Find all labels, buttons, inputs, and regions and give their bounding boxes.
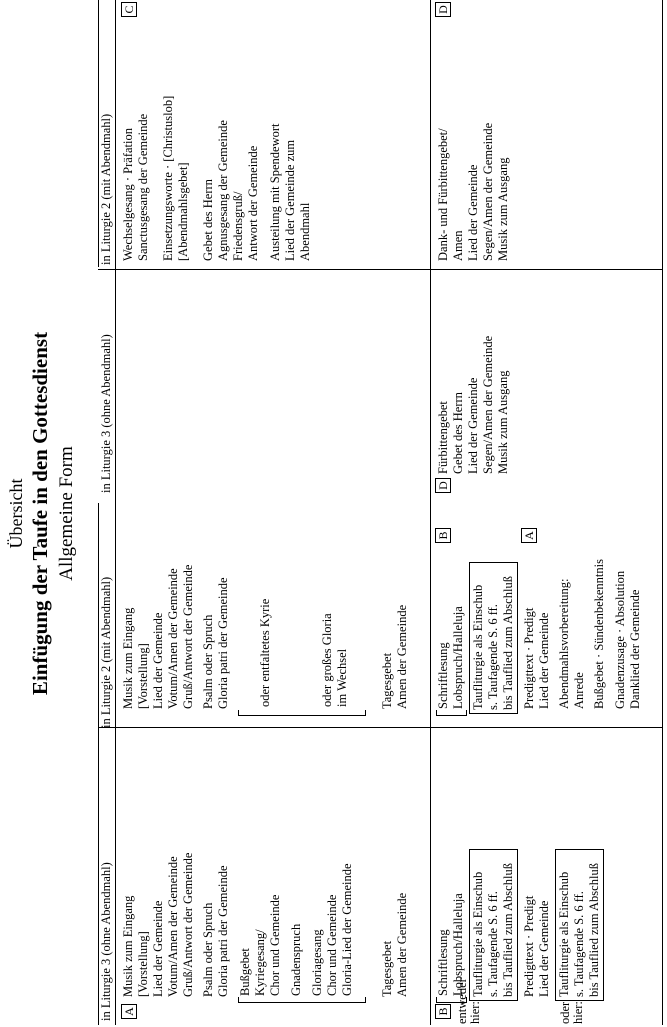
bottom-rule — [662, 0, 663, 1025]
col1a-item: Gloria patri der Gemeinde — [216, 865, 230, 997]
col1a-item: Gloria-Lied der Gemeinde — [340, 863, 354, 996]
col2b-item: s. Taufagende S. 6 ff. — [486, 604, 500, 710]
col2a-item: [Vorstellung] — [136, 643, 150, 709]
col2a-item: Amen der Gemeinde — [395, 604, 409, 709]
column-rule-2 — [98, 269, 662, 270]
col2b-item: Lobspruch/Halleluja — [451, 606, 465, 709]
col1a-item: Votum/Amen der Gemeinde — [166, 856, 180, 997]
reading-bracket — [436, 710, 467, 716]
col4c-item: Agnusgesang der Gemeinde — [216, 120, 230, 261]
col2b-item: Lied der Gemeinde — [537, 612, 551, 709]
col1a-item: Lied der Gemeinde — [151, 900, 165, 997]
col4c-item: Einsetzungsworte · [Christuslob] — [161, 95, 175, 261]
col1a-item: Chor und Gemeinde — [325, 894, 339, 996]
col3d-item: Gebet des Herrn — [451, 392, 465, 474]
reading-bracket — [436, 997, 467, 1003]
col1a-item: Bußgebet — [238, 948, 252, 996]
col1a-item: Musik zum Eingang — [121, 895, 135, 997]
col2a-item: Votum/Amen der Gemeinde — [166, 568, 180, 709]
side-entweder: entweder — [455, 978, 469, 1024]
col1b-item: bis Tauflied zum Abschluß — [501, 863, 515, 997]
col3d-item: Segen/Amen der Gemeinde — [481, 335, 495, 474]
col4c-item: Friedensgruß/ — [231, 191, 245, 261]
section-label-b: B — [435, 1004, 451, 1019]
header-underline — [115, 0, 116, 1025]
header-liturgie2-right: in Liturgie 2 (mit Abendmahl) — [99, 113, 113, 265]
header-liturgie3-right: in Liturgie 3 (ohne Abendmahl) — [99, 334, 113, 493]
col1a-item: Psalm oder Spruch — [201, 902, 215, 997]
side-oder: oder — [558, 1001, 572, 1024]
col2a-item: im Wechsel — [335, 648, 349, 707]
section-label-b-col2: B — [435, 528, 451, 543]
col2a-item: Gloria patri der Gemeinde — [216, 577, 230, 709]
alternatives-bracket — [238, 710, 366, 716]
col3d-item: Fürbittengebet — [436, 401, 450, 474]
col1a-item: Kyriegesang/ — [253, 929, 267, 996]
col4c-item: Wechselgesang · Präfation — [121, 128, 135, 261]
col4d-item: Musik zum Ausgang — [496, 157, 510, 261]
col1a-item: [Vorstellung] — [136, 931, 150, 997]
col2a-item: oder großes Gloria — [320, 613, 334, 707]
col4c-item: [Abendmahlsgebet] — [176, 162, 190, 261]
col2b-item: Abendmahlsvorbereitung: — [557, 578, 571, 709]
column-rule-1 — [98, 727, 662, 728]
title-main: Einfügung der Taufe in den Gottesdienst — [28, 331, 52, 696]
col2b-item: Taufliturgie als Einschub — [471, 584, 485, 710]
col1b-item: Lobspruch/Halleluja — [451, 893, 465, 996]
col4d-item: Dank- und Fürbittengebet/ — [436, 128, 450, 261]
alternatives-bracket — [238, 997, 366, 1003]
col2b-item: Bußgebet · Sündenbekenntnis — [592, 559, 606, 709]
col4c-item: Abendmahl — [298, 202, 312, 261]
col2a-item: Gruß/Antwort der Gemeinde — [181, 564, 195, 709]
col1a-item: Gruß/Antwort der Gemeinde — [181, 852, 195, 997]
col4d-item: Segen/Amen der Gemeinde — [481, 122, 495, 261]
col4c-item: Gebet des Herrn — [201, 179, 215, 261]
col4c-item: Austeilung mit Spendewort — [268, 123, 282, 261]
section-label-a-col2: A — [521, 528, 537, 543]
col2a-item: Musik zum Eingang — [121, 607, 135, 709]
col2a-item: Psalm oder Spruch — [201, 614, 215, 709]
col1b-item: s. Taufagende S. 6 ff. — [572, 891, 586, 997]
title-form: Allgemeine Form — [56, 446, 77, 581]
col4d-item: Amen — [451, 230, 465, 261]
side-hier-1: hier: — [468, 1001, 482, 1024]
header-liturgie2-left: in Liturgie 2 (mit Abendmahl) — [99, 576, 113, 728]
col1b-item: s. Taufagende S. 6 ff. — [486, 891, 500, 997]
side-hier-2: hier: — [571, 1001, 585, 1024]
col1b-item: Taufliturgie als Einschub — [471, 871, 485, 997]
col4c-item: Sanctusgesang der Gemeinde — [136, 113, 150, 261]
section-label-d-col3: D — [435, 478, 451, 493]
col1b-item: Predigttext · Predigt — [522, 895, 536, 997]
col1a-item: Gnadenspruch — [289, 923, 303, 996]
col2b-item: Schriftlesung — [436, 642, 450, 709]
col2b-item: bis Tauflied zum Abschluß — [501, 576, 515, 710]
section-label-a: A — [121, 1004, 137, 1019]
section-label-c: C — [121, 2, 137, 17]
col1a-item: Chor und Gemeinde — [268, 894, 282, 996]
header-liturgie3-left: in Liturgie 3 (ohne Abendmahl) — [99, 862, 113, 1021]
col2b-item: Danklied der Gemeinde — [628, 589, 642, 709]
col4c-item: Antwort der Gemeinde — [246, 145, 260, 261]
col2a-item: oder entfaltetes Kyrie — [258, 598, 272, 707]
col1b-item: Lied der Gemeinde — [537, 900, 551, 997]
col1b-item: Taufliturgie als Einschub — [557, 871, 571, 997]
col2b-item: Predigttext · Predigt — [522, 607, 536, 709]
col1a-item: Gloriagesang — [310, 929, 324, 996]
col1a-item: Tagesgebet — [380, 940, 394, 997]
col4c-item: Lied der Gemeinde zum — [283, 139, 297, 261]
col2b-item: Gnadenzusage · Absolution — [613, 570, 627, 709]
col4d-item: Lied der Gemeinde — [466, 164, 480, 261]
col2a-item: Lied der Gemeinde — [151, 612, 165, 709]
col3d-item: Musik zum Ausgang — [496, 370, 510, 474]
title-overview: Übersicht — [6, 478, 26, 549]
col1a-item: Amen der Gemeinde — [395, 892, 409, 997]
col2a-item: Tagesgebet — [380, 652, 394, 709]
col1b-item: Schriftlesung — [436, 929, 450, 996]
col3d-item: Lied der Gemeinde — [466, 377, 480, 474]
middle-rule — [430, 0, 431, 1025]
section-label-d-col4: D — [435, 2, 451, 17]
col2b-item: Anrede — [572, 672, 586, 709]
col1b-item: bis Tauflied zum Abschluß — [587, 863, 601, 997]
